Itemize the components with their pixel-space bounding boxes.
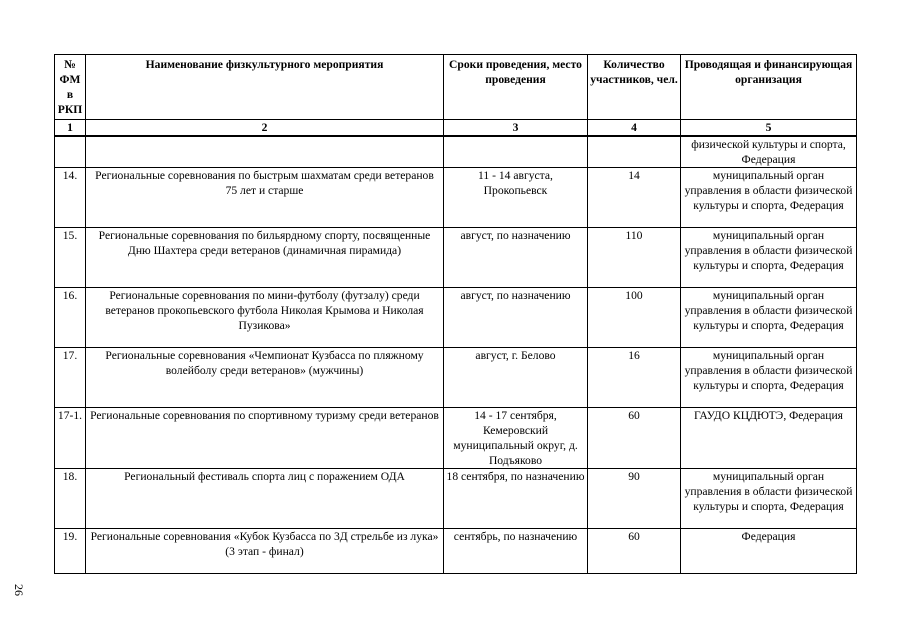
row-count: 60 — [588, 408, 681, 469]
page-number — [11, 584, 26, 596]
page-number-text: 26 — [12, 584, 26, 596]
row-dates: сентябрь, по назначению — [444, 529, 588, 574]
table-row — [55, 408, 857, 469]
header-count: Количество участников, чел. — [588, 55, 681, 120]
row-num: 17. — [55, 348, 86, 408]
row-num: 15. — [55, 228, 86, 288]
column-number: 1 — [55, 120, 86, 137]
row-count: 60 — [588, 529, 681, 574]
row-name: Региональные соревнования по быстрым шахматам среди ветеранов 75 лет и старше — [86, 168, 444, 228]
row-count: 16 — [588, 348, 681, 408]
row-dates: 18 сентября, по назначению — [444, 469, 588, 529]
row-num: 17-1. — [55, 408, 86, 469]
header-name: Наименование физкультурного мероприятия — [86, 55, 444, 120]
row-num: 18. — [55, 469, 86, 529]
row-org: муниципальный орган управления в области физической культуры и спорта, Федерация — [681, 228, 857, 288]
row-count: 100 — [588, 288, 681, 348]
column-numbers-row — [55, 120, 857, 137]
row-num: 19. — [55, 529, 86, 574]
header-org: Проводящая и финансирующая организация — [681, 55, 857, 120]
column-number: 3 — [444, 120, 588, 137]
row-dates: 11 - 14 августа, Прокопьевск — [444, 168, 588, 228]
table-row — [55, 348, 857, 408]
row-org: Федерация — [681, 529, 857, 574]
column-number: 4 — [588, 120, 681, 137]
row-num: 16. — [55, 288, 86, 348]
row-name: Региональные соревнования «Чемпионат Кузбасса по пляжному волейболу среди ветеранов» (мужчины) — [86, 348, 444, 408]
row-org: муниципальный орган управления в области физической культуры и спорта, Федерация — [681, 348, 857, 408]
row-org: физической культуры и спорта, Федерация — [681, 136, 857, 168]
row-org: ГАУДО КЦДЮТЭ, Федерация — [681, 408, 857, 469]
row-name: Региональные соревнования по бильярдному спорту, посвященные Дню Шахтера среди ветеранов (динамичная пирамида) — [86, 228, 444, 288]
table-row — [55, 168, 857, 228]
row-dates: август, по назначению — [444, 288, 588, 348]
table-row — [55, 288, 857, 348]
row-dates: август, по назначению — [444, 228, 588, 288]
row-name: Региональные соревнования «Кубок Кузбасса по 3Д стрельбе из лука» (3 этап - финал) — [86, 529, 444, 574]
row-count: 14 — [588, 168, 681, 228]
row-count: 90 — [588, 469, 681, 529]
row-org: муниципальный орган управления в области физической культуры и спорта, Федерация — [681, 469, 857, 529]
row-name: Региональные соревнования по спортивному туризму среди ветеранов — [86, 408, 444, 469]
header-row — [55, 55, 857, 120]
header-dates: Сроки проведения, место проведения — [444, 55, 588, 120]
column-number: 5 — [681, 120, 857, 137]
row-dates — [444, 136, 588, 168]
row-name — [86, 136, 444, 168]
table-row — [55, 469, 857, 529]
row-num — [55, 136, 86, 168]
row-dates: август, г. Белово — [444, 348, 588, 408]
table-row — [55, 529, 857, 574]
row-num: 14. — [55, 168, 86, 228]
row-name: Региональный фестиваль спорта лиц с поражением ОДА — [86, 469, 444, 529]
column-number: 2 — [86, 120, 444, 137]
table-row — [55, 228, 857, 288]
events-table — [54, 54, 857, 574]
header-num: № ФМ в РКП — [55, 55, 86, 120]
row-org: муниципальный орган управления в области физической культуры и спорта, Федерация — [681, 288, 857, 348]
row-name: Региональные соревнования по мини-футболу (футзалу) среди ветеранов прокопьевского футбола Николая Крымова и Николая Пузикова» — [86, 288, 444, 348]
row-count: 110 — [588, 228, 681, 288]
row-dates: 14 - 17 сентября, Кемеровский муниципальный округ, д. Подъяково — [444, 408, 588, 469]
row-count — [588, 136, 681, 168]
continuation-row — [55, 136, 857, 168]
row-org: муниципальный орган управления в области физической культуры и спорта, Федерация — [681, 168, 857, 228]
